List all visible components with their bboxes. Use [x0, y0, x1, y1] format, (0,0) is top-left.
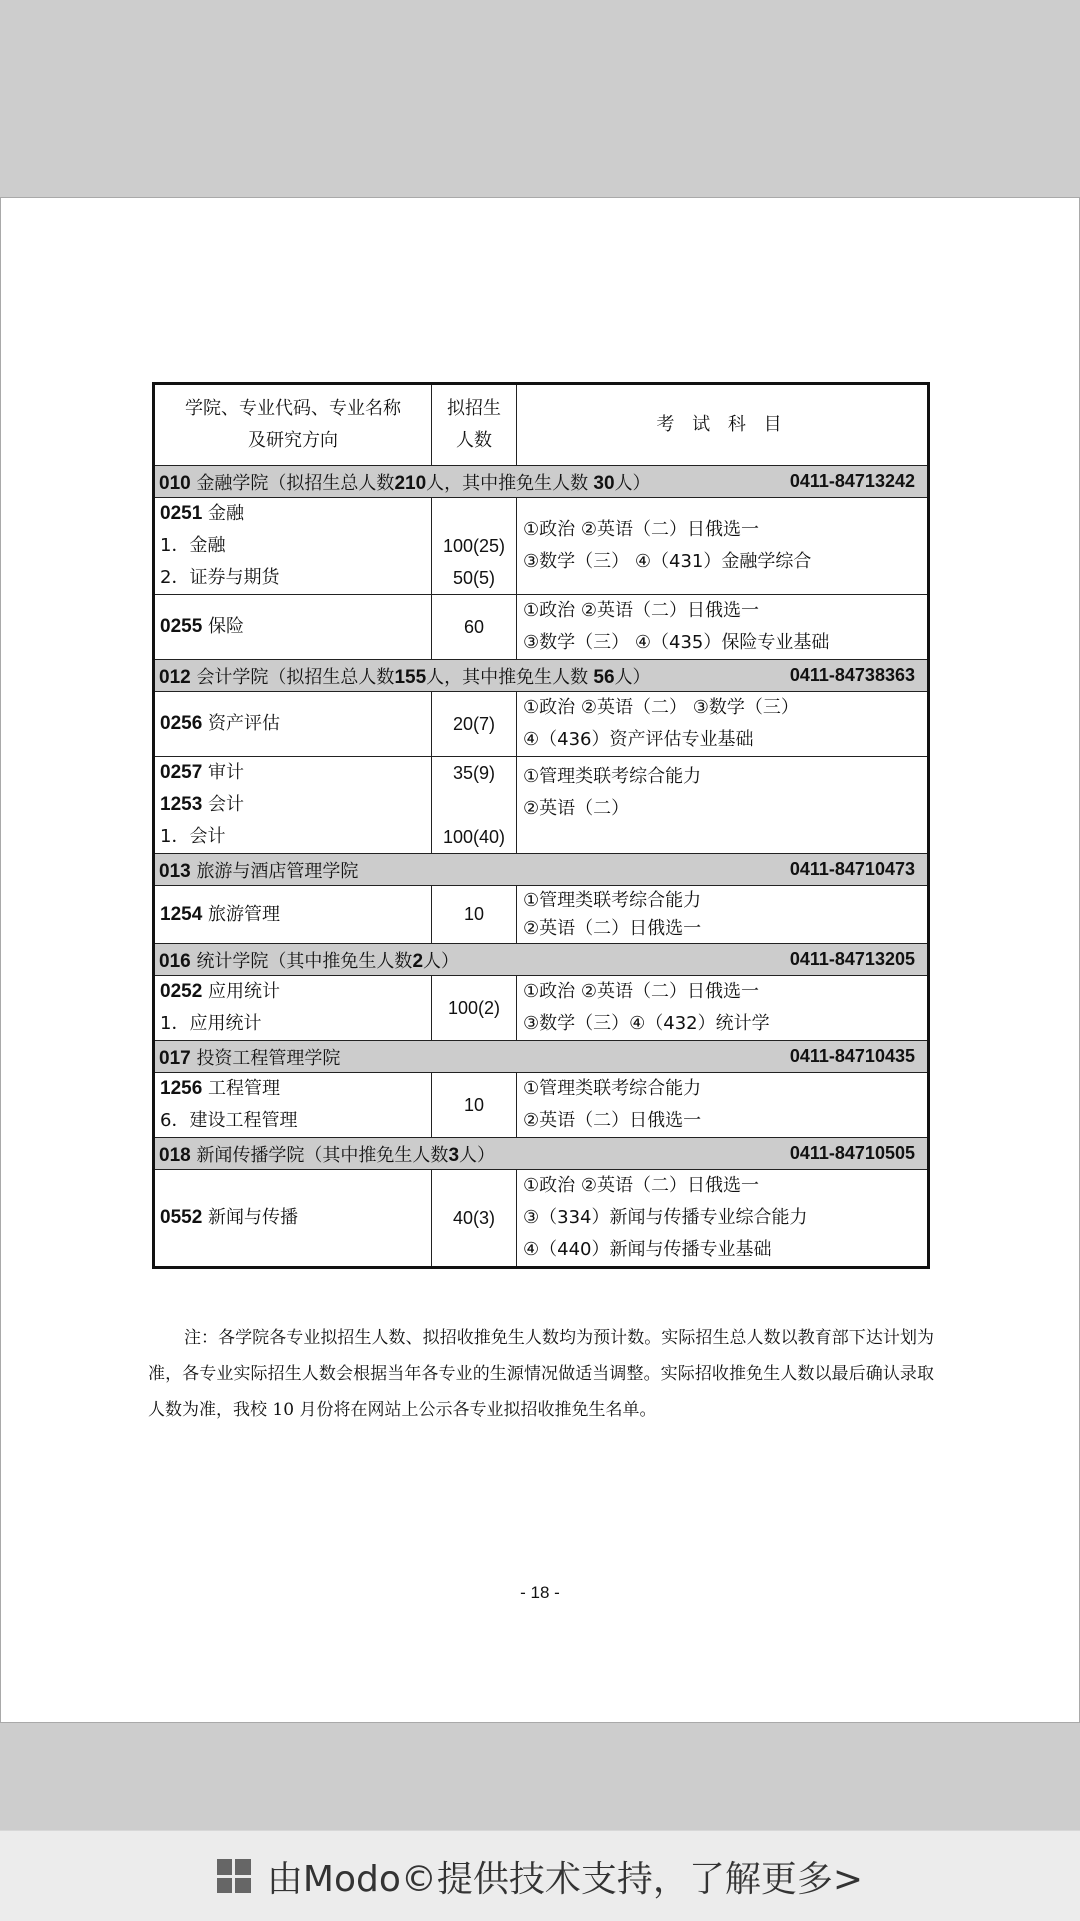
section-title: 017 投资工程管理学院	[159, 1047, 341, 1069]
section-row-010	[154, 466, 929, 498]
section-row-016	[154, 944, 929, 976]
subjects-cell: ①管理类联考综合能力 ②英语（二）日俄选一	[517, 1073, 929, 1138]
count-cell: 100(2)	[432, 976, 517, 1041]
table-row	[154, 886, 929, 944]
section-title: 018 新闻传播学院（其中推免生人数3人）	[159, 1144, 496, 1166]
table-row	[154, 498, 929, 595]
header-text: 及研究方向	[248, 430, 338, 451]
footnote: 注：各学院各专业拟招生人数、拟招收推免生人数均为预计数。实际招生总人数以教育部下达计划为准，各专业实际招生人数会根据当年各专业的生源情况做适当调整。实际招收推免生人数以最后确认录取人数为准，我校 10 月份将在网站上公示各专业拟招收推免生名单。	[148, 1328, 934, 1420]
count-cell: 100(25) 50(5)	[432, 498, 517, 595]
table-row	[154, 1170, 929, 1268]
subjects-cell: ①政治 ②英语（二）日俄选一 ③（334）新闻与传播专业综合能力 ④（440）新闻与传播专业基础	[517, 1170, 929, 1268]
section-title: 012 会计学院（拟招生总人数155人，其中推免生人数 56人）	[159, 666, 651, 688]
table-header-row	[154, 384, 929, 466]
major-cell: 0252 应用统计 1．应用统计	[154, 976, 432, 1041]
table-row	[154, 757, 929, 854]
major-cell: 0251 金融 1．金融 2．证券与期货	[154, 498, 432, 595]
section-title: 013 旅游与酒店管理学院	[159, 860, 359, 882]
header-text: 人数	[456, 430, 492, 451]
count-cell: 35(9) 100(40)	[432, 757, 517, 854]
header-enrollment	[432, 384, 517, 466]
header-college-major	[154, 384, 432, 466]
count-cell: 10	[432, 1073, 517, 1138]
section-phone: 0411-84710435	[789, 1046, 915, 1066]
modo-footer-banner[interactable]	[0, 1830, 1080, 1921]
section-phone: 0411-84710473	[789, 859, 915, 879]
subjects-cell: ①管理类联考综合能力 ②英语（二）日俄选一	[517, 886, 929, 944]
document-page	[0, 197, 1080, 1723]
admission-table	[152, 382, 930, 1269]
table-row	[154, 1073, 929, 1138]
subjects-cell: ①政治 ②英语（二）日俄选一 ③数学（三）④（432）统计学	[517, 976, 929, 1041]
section-phone: 0411-84713205	[789, 949, 915, 969]
subjects-cell: ①管理类联考综合能力 ②英语（二）	[517, 757, 929, 854]
section-row-017	[154, 1041, 929, 1073]
section-phone: 0411-84738363	[789, 665, 915, 685]
header-text: 考 试 科 目	[656, 414, 788, 435]
section-title: 010 金融学院（拟招生总人数210人，其中推免生人数 30人）	[159, 472, 651, 494]
subjects-cell: ①政治 ②英语（二） ③数学（三） ④（436）资产评估专业基础	[517, 692, 929, 757]
section-phone: 0411-84710505	[789, 1143, 915, 1163]
header-text: 拟招生	[447, 398, 501, 419]
count-cell: 10	[432, 886, 517, 944]
section-row-013	[154, 854, 929, 886]
major-cell: 1254 旅游管理	[154, 886, 432, 944]
section-title: 016 统计学院（其中推免生人数2人）	[159, 950, 460, 972]
subjects-cell: ①政治 ②英语（二）日俄选一 ③数学（三） ④（431）金融学综合	[517, 498, 929, 595]
major-cell: 0552 新闻与传播	[154, 1170, 432, 1268]
modo-logo-icon	[217, 1859, 251, 1893]
major-cell: 0256 资产评估	[154, 692, 432, 757]
table-row	[154, 692, 929, 757]
count-cell: 60	[432, 595, 517, 660]
subjects-cell: ①政治 ②英语（二）日俄选一 ③数学（三） ④（435）保险专业基础	[517, 595, 929, 660]
section-row-018	[154, 1138, 929, 1170]
footer-text[interactable]: 由Modo©提供技术支持，了解更多>	[266, 1858, 864, 1900]
section-row-012	[154, 660, 929, 692]
major-cell: 0255 保险	[154, 595, 432, 660]
header-exam-subjects	[517, 384, 929, 466]
major-cell: 1256 工程管理 6．建设工程管理	[154, 1073, 432, 1138]
count-cell: 20(7)	[432, 692, 517, 757]
section-phone: 0411-84713242	[789, 471, 915, 491]
table-row	[154, 595, 929, 660]
major-cell: 0257 审计 1253 会计 1．会计	[154, 757, 432, 854]
header-text: 学院、专业代码、专业名称	[185, 398, 401, 419]
page-number: - 18 -	[520, 1583, 560, 1602]
table-row	[154, 976, 929, 1041]
count-cell: 40(3)	[432, 1170, 517, 1268]
